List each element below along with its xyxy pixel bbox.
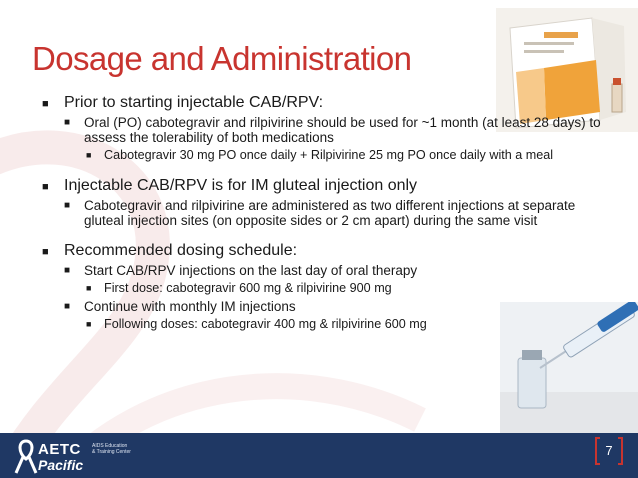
footer-bar — [0, 433, 638, 478]
bullet-level2 — [64, 115, 612, 145]
bullet-level1 — [42, 177, 612, 195]
bullet-marker-icon: ■ — [64, 301, 71, 312]
bullet-marker-icon: ■ — [64, 200, 71, 211]
bullet-text: Cabotegravir and rilpivirine are administered as two different injections at separate gluteal injection sites (on opposite sides or 2 cm apart) during the same visit — [84, 198, 576, 228]
page-number: 7 — [605, 443, 613, 458]
bullet-level3 — [86, 281, 604, 296]
bullet-level3 — [86, 148, 604, 163]
bullet-text: Start CAB/RPV injections on the last day of oral therapy — [84, 263, 418, 278]
logo-sub-text: Pacific — [38, 457, 84, 473]
bullet-level3 — [86, 317, 604, 332]
bullet-text: Oral (PO) cabotegravir and rilpivirine should be used for ~1 month (at least 28 days) to assess the tolerability of both medications — [84, 115, 601, 145]
bullet-level2 — [64, 263, 612, 278]
logo-main-text: AETC — [38, 441, 81, 458]
slide-title: Dosage and Administration — [32, 40, 412, 77]
bullet-text: First dose: cabotegravir 600 mg & rilpivirine 900 mg — [104, 281, 392, 295]
bullet-marker-icon: ■ — [64, 265, 71, 276]
bullet-list — [42, 94, 612, 332]
bullet-level2 — [64, 198, 612, 228]
bullet-marker-icon: ■ — [86, 319, 92, 329]
bullet-marker-icon: ■ — [86, 283, 92, 293]
bullet-text: Cabotegravir 30 mg PO once daily + Rilpivirine 25 mg PO once daily with a meal — [104, 148, 554, 162]
bullet-level1 — [42, 242, 612, 260]
bullet-marker-icon: ■ — [42, 246, 49, 258]
bullet-marker-icon: ■ — [42, 98, 49, 110]
bullet-level2 — [64, 299, 612, 314]
bullet-text: Injectable CAB/RPV is for IM gluteal injection only — [64, 177, 418, 194]
page-number-box — [594, 436, 624, 466]
bullet-marker-icon: ■ — [64, 117, 71, 128]
bullet-level1 — [42, 94, 612, 112]
bullet-text: Prior to starting injectable CAB/RPV: — [64, 94, 324, 111]
bullet-marker-icon: ■ — [86, 150, 92, 160]
bullet-text: Continue with monthly IM injections — [84, 299, 296, 314]
bullet-text: Following doses: cabotegravir 400 mg & rilpivirine 600 mg — [104, 317, 427, 331]
bullet-marker-icon: ■ — [42, 181, 49, 193]
bullet-text: Recommended dosing schedule: — [64, 242, 298, 259]
awareness-ribbon-icon — [14, 437, 38, 475]
logo-tagline: AIDS Education & Training Center — [92, 443, 131, 455]
